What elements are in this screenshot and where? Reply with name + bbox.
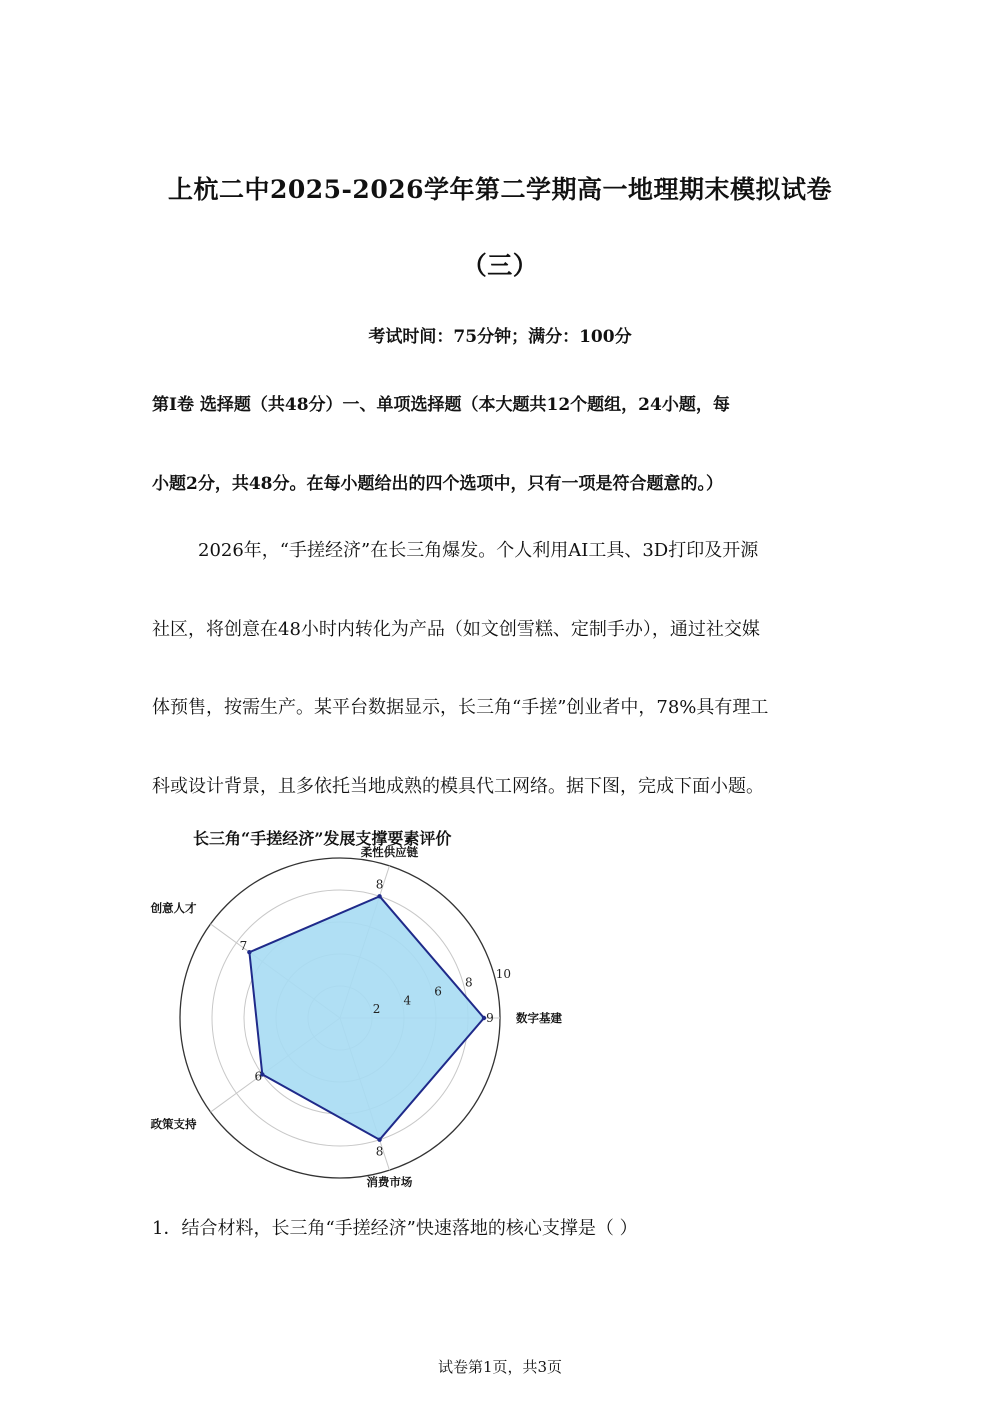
- passage-line-4: 科或设计背景，且多依托当地成熟的模具代工网络。据下图，完成下面小题。: [152, 776, 764, 797]
- radar-value-label-4: 7: [239, 939, 248, 954]
- passage-line-1: 2026年，“手搓经济”在长三角爆发。个人利用AI工具、3D打印及开源: [198, 540, 759, 561]
- radar-point-2: [377, 1138, 381, 1142]
- radar-ring-label-10: 10: [495, 966, 512, 981]
- section-header-line-2: 小题2分，共48分。在每小题给出的四个选项中，只有一项是符合题意的。）: [152, 474, 723, 494]
- radar-axis-label-1: 数字基建: [516, 1011, 562, 1025]
- radar-axis-label-3: 政策支持: [150, 1117, 197, 1132]
- passage-line-3: 体预售，按需生产。某平台数据显示，长三角“手搓”创业者中，78%具有理工: [152, 697, 769, 718]
- chart-title: 长三角“手搓经济”发展支撑要素评价: [193, 829, 452, 848]
- radar-marks: [247, 894, 486, 1142]
- radar-series-polygon: [249, 896, 484, 1139]
- radar-ring-label-4: 4: [403, 993, 412, 1008]
- radar-value-label-0: 8: [375, 877, 384, 892]
- radar-value-label-1: 9: [486, 1011, 494, 1025]
- radar-chart: [150, 820, 562, 1195]
- exam-info: 考试时间：75分钟；满分：100分: [368, 327, 632, 347]
- radar-ring-label-8: 8: [465, 975, 473, 990]
- passage-line-2: 社区，将创意在48小时内转化为产品（如文创雪糕、定制手办），通过社交媒: [152, 619, 760, 640]
- radar-point-0: [377, 894, 381, 898]
- radar-axis-label-0: 柔性供应链: [360, 844, 419, 859]
- exam-title-line-2: （三）: [461, 251, 539, 280]
- exam-title-line-1: 上杭二中2025-2026学年第二学期高一地理期末模拟试卷: [167, 175, 833, 204]
- radar-axis-label-4: 创意人才: [150, 900, 197, 915]
- radar-ring-label-2: 2: [372, 1002, 381, 1017]
- page-footer: 试卷第1页，共3页: [437, 1358, 563, 1376]
- radar-value-label-2: 8: [375, 1144, 384, 1159]
- section-header-line-1: 第Ⅰ卷 选择题（共48分）一、单项选择题（本大题共12个题组，24小题，每: [152, 395, 730, 415]
- radar-point-4: [247, 950, 251, 954]
- radar-chart-svg: [150, 820, 562, 1195]
- radar-axis-label-2: 消费市场: [366, 1175, 413, 1190]
- question-1: 1．结合材料，长三角“手搓经济”快速落地的核心支撑是（ ）: [152, 1218, 638, 1239]
- radar-value-label-3: 6: [254, 1069, 263, 1084]
- radar-ring-label-6: 6: [434, 984, 442, 999]
